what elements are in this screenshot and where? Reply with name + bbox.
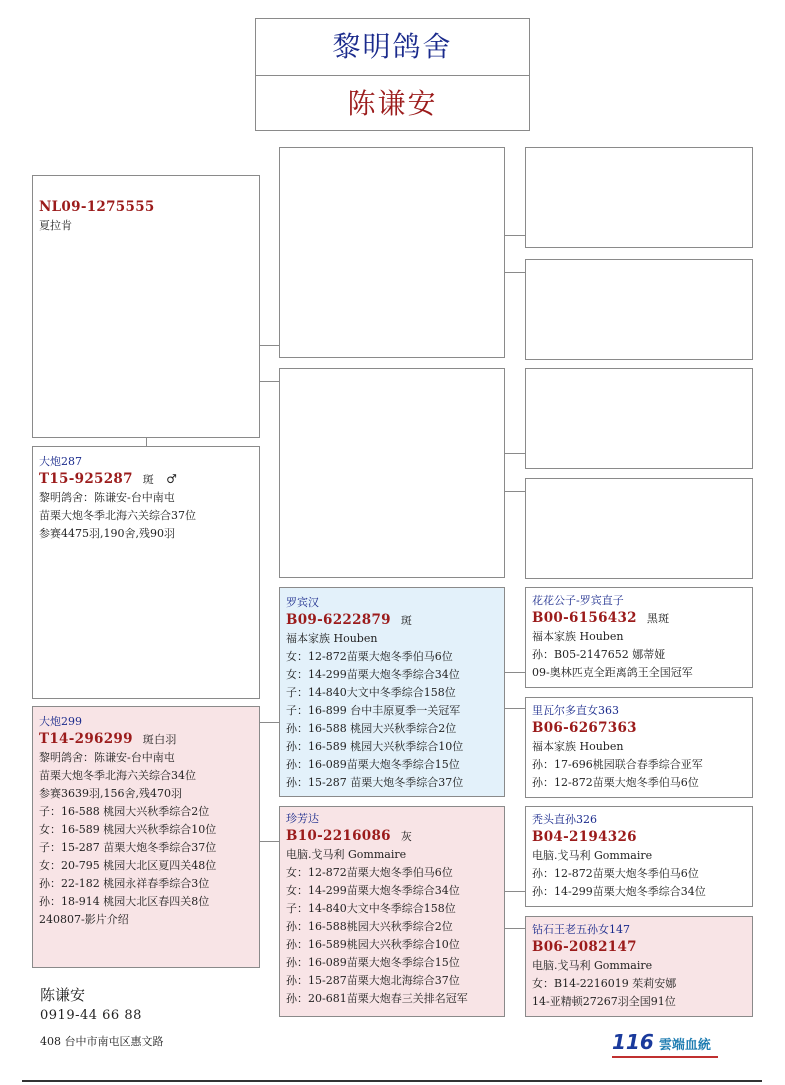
dam-dam-line: 孙：16-588桃园大兴秋季综合2位: [286, 920, 453, 933]
connector: [504, 891, 525, 892]
dam-dam-ring-line: [286, 827, 498, 846]
gg1-line: 福本家族 Houben: [532, 630, 624, 643]
gg1-color: 黑斑: [646, 612, 670, 625]
empty-ancestor-card: [525, 368, 753, 469]
gg1-nickname: 花花公子-罗宾直子: [532, 594, 624, 607]
dam-line: 黎明鸽舍：陈谦安-台中南屯: [39, 751, 175, 764]
main-line: 苗栗大炮冬季北海六关综合37位: [39, 509, 196, 522]
main-line: 参赛4475羽,190舍,残90羽: [39, 527, 175, 540]
main-bird-card[interactable]: [32, 446, 260, 699]
empty-ancestor-card: [525, 259, 753, 360]
main-nickname: 大炮287: [39, 455, 82, 468]
dam-color: 斑白羽: [142, 733, 177, 746]
connector: [504, 491, 525, 492]
dam-line: 女：20-795 桃园大北区夏四关48位: [39, 859, 217, 872]
dam-sire-card[interactable]: [279, 587, 505, 797]
dam-line: 孙：18-914 桃园大北区春四关8位: [39, 895, 210, 908]
connector: [504, 272, 525, 273]
connector: [259, 722, 279, 723]
footer-owner-name: 陈谦安: [40, 986, 86, 1004]
logo-number: 116: [612, 1030, 654, 1054]
gg2-line: 孙：12-872苗栗大炮冬季伯马6位: [532, 776, 699, 789]
main-line: 黎明鸽舍：陈谦安-台中南屯: [39, 491, 175, 504]
sire-ring: NL09-1275555: [39, 199, 155, 215]
sire-card[interactable]: [32, 175, 260, 438]
dam-dam-line: 电脑.戈马利 Gommaire: [286, 848, 407, 861]
empty-ancestor-card: [279, 368, 505, 578]
dam-sire-line: 孙：15-287 苗栗大炮冬季综合37位: [286, 776, 464, 789]
cloud-pedigree-logo: [612, 1030, 711, 1054]
main-color: 斑: [142, 473, 155, 486]
connector: [259, 381, 279, 382]
connector: [504, 235, 525, 236]
empty-ancestor-card: [525, 147, 753, 248]
main-ring-line: [39, 470, 253, 489]
loft-name: 黎明鸽舍: [256, 19, 529, 76]
logo-underline: [612, 1056, 718, 1058]
dam-dam-line: 孙：15-287苗栗大炮北海综合37位: [286, 974, 460, 987]
dam-sire-ring-line: [286, 611, 498, 630]
gg1-line: 09-奥林匹克全距离鸽王全国冠军: [532, 666, 693, 679]
dam-ring-line: [39, 730, 253, 749]
footer-phone: 0919-44 66 88: [40, 1008, 142, 1023]
gg3-line: 孙：12-872苗栗大炮冬季伯马6位: [532, 867, 699, 880]
dam-sire-line: 子：16-899 台中丰原夏季一关冠军: [286, 704, 461, 717]
gg1-ring-line: [532, 609, 746, 628]
dam-dam-line: 子：14-840大文中冬季综合158位: [286, 902, 456, 915]
dam-line: 苗栗大炮冬季北海六关综合34位: [39, 769, 196, 782]
empty-ancestor-card: [525, 478, 753, 579]
dam-line: 参赛3639羽,156舍,残470羽: [39, 787, 182, 800]
dam-line: 子：16-588 桃园大兴秋季综合2位: [39, 805, 210, 818]
male-sex-icon: ♂: [166, 472, 178, 486]
dam-dam-line: 孙：20-681苗栗大炮春三关排名冠军: [286, 992, 468, 1005]
dam-line: 女：16-589 桃园大兴秋季综合10位: [39, 823, 217, 836]
gg3-nickname: 秃头直孙326: [532, 813, 597, 826]
main-ring: T15-925287: [39, 471, 133, 487]
gg1-line: 孙：B05-2147652 娜蒂娅: [532, 648, 666, 661]
dam-dam-color: 灰: [400, 830, 413, 843]
logo-word: 雲端血統: [658, 1038, 711, 1053]
gg3-ring: B04-2194326: [532, 829, 637, 845]
gg2-line: 孙：17-696桃园联合春季综合亚军: [532, 758, 703, 771]
gg1-ring: B00-6156432: [532, 610, 637, 626]
gg2-nickname: 里瓦尔多直女363: [532, 704, 619, 717]
gg3-line: 孙：14-299苗栗大炮冬季综合34位: [532, 885, 706, 898]
dam-sire-line: 女：12-872苗栗大炮冬季伯马6位: [286, 650, 453, 663]
dam-sire-line: 女：14-299苗栗大炮冬季综合34位: [286, 668, 460, 681]
footer-address: 408 台中市南屯区惠文路: [40, 1035, 164, 1048]
connector: [504, 672, 525, 673]
dam-line: 子：15-287 苗栗大炮冬季综合37位: [39, 841, 217, 854]
dam-sire-line: 孙：16-089苗栗大炮冬季综合15位: [286, 758, 460, 771]
gg4-line: 14-亚精顿27267羽全国91位: [532, 995, 676, 1008]
gg4-line: 女：B14-2216019 茱莉安娜: [532, 977, 677, 990]
connector: [504, 928, 525, 929]
pedigree-title: [255, 18, 530, 131]
gg2-ring: B06-6267363: [532, 720, 637, 736]
dam-sire-nickname: 罗宾汉: [286, 596, 319, 609]
great-grandsire-card[interactable]: [525, 587, 753, 688]
dam-dam-line: 孙：16-089苗栗大炮冬季综合15位: [286, 956, 460, 969]
great-granddam-card[interactable]: [525, 916, 753, 1017]
owner-name: 陈谦安: [347, 87, 438, 120]
connector: [504, 708, 525, 709]
gg3-line: 电脑.戈马利 Gommaire: [532, 849, 653, 862]
gg4-ring: B06-2082147: [532, 939, 637, 955]
great-granddam-card[interactable]: [525, 697, 753, 798]
connector: [504, 453, 525, 454]
dam-dam-card[interactable]: [279, 806, 505, 1017]
connector: [259, 841, 279, 842]
dam-card[interactable]: [32, 706, 260, 968]
dam-dam-line: 女：12-872苗栗大炮冬季伯马6位: [286, 866, 453, 879]
gg2-line: 福本家族 Houben: [532, 740, 624, 753]
dam-sire-line: 孙：16-589 桃园大兴秋季综合10位: [286, 740, 464, 753]
sire-name: 夏拉肯: [39, 219, 72, 232]
dam-dam-line: 孙：16-589桃园大兴秋季综合10位: [286, 938, 460, 951]
dam-dam-line: 女：14-299苗栗大炮冬季综合34位: [286, 884, 460, 897]
dam-line: 孙：22-182 桃园永祥春季综合3位: [39, 877, 210, 890]
dam-nickname: 大炮299: [39, 715, 82, 728]
dam-dam-nickname: 珍芳达: [286, 812, 319, 825]
empty-ancestor-card: [279, 147, 505, 358]
gg4-line: 电脑.戈马利 Gommaire: [532, 959, 653, 972]
bottom-divider: [22, 1080, 762, 1082]
dam-dam-ring: B10-2216086: [286, 828, 391, 844]
dam-sire-line: 福本家族 Houben: [286, 632, 378, 645]
dam-sire-line: 孙：16-588 桃园大兴秋季综合2位: [286, 722, 457, 735]
dam-ring: T14-296299: [39, 731, 133, 747]
dam-sire-line: 子：14-840大文中冬季综合158位: [286, 686, 456, 699]
great-grandsire-card[interactable]: [525, 806, 753, 907]
gg4-nickname: 钻石王老五孙女147: [532, 923, 630, 936]
dam-sire-ring: B09-6222879: [286, 612, 391, 628]
video-link[interactable]: 240807-影片介绍: [39, 913, 129, 926]
dam-sire-color: 斑: [400, 614, 413, 627]
connector: [259, 345, 279, 346]
